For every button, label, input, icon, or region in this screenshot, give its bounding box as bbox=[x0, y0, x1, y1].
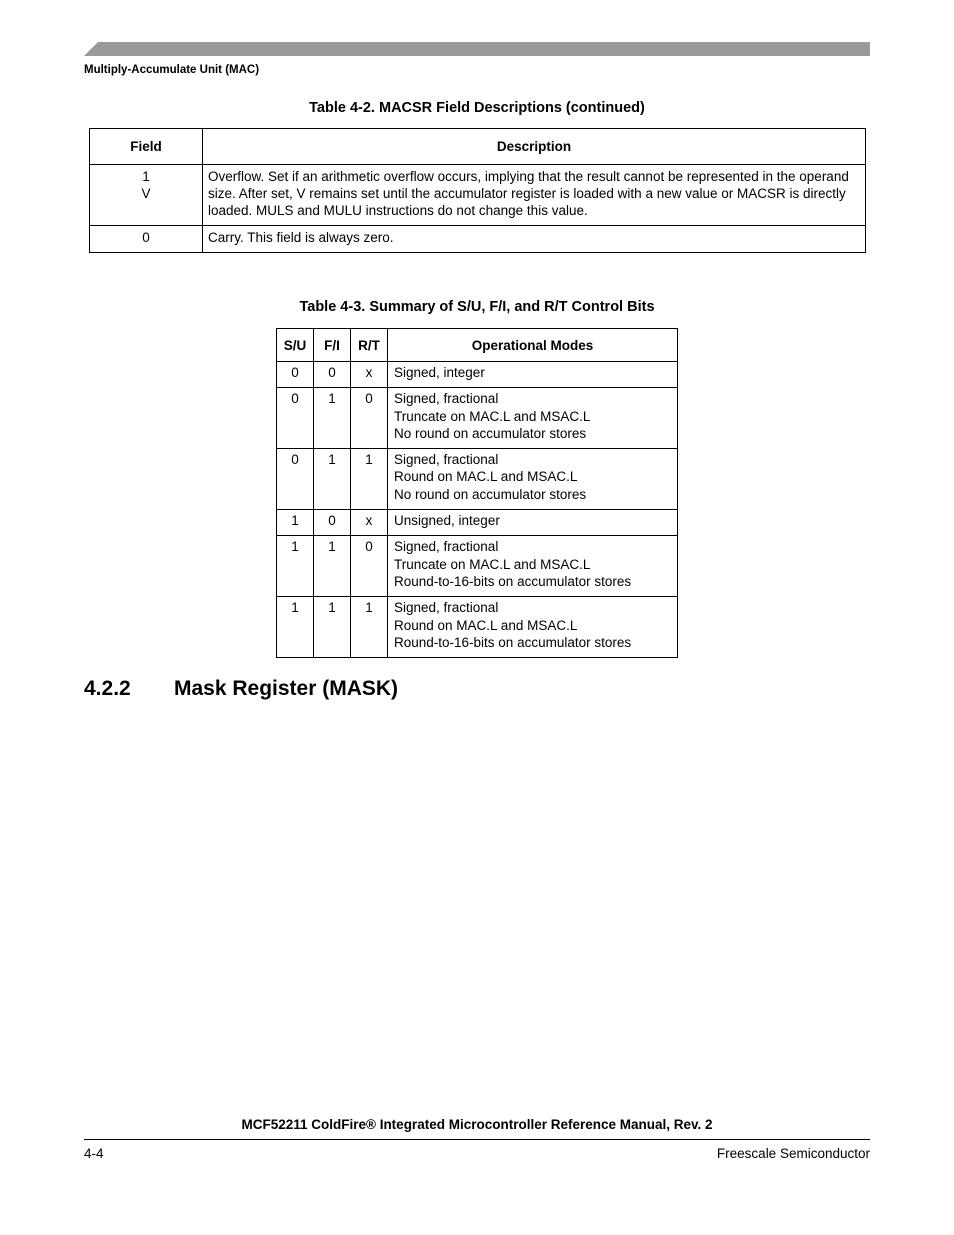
mode-line: Round-to-16-bits on accumulator stores bbox=[394, 634, 632, 650]
footer-page-number: 4-4 bbox=[84, 1146, 104, 1161]
mode-line: Signed, fractional bbox=[394, 539, 499, 555]
table-row bbox=[277, 449, 678, 510]
su-cell: 1 bbox=[277, 536, 314, 597]
su-cell: 1 bbox=[277, 510, 314, 536]
table-row bbox=[90, 226, 866, 253]
table-4-3-caption: Table 4-3. Summary of S/U, F/I, and R/T Control Bits bbox=[299, 299, 655, 315]
column-header-description: Description bbox=[203, 129, 866, 165]
mode-line: Signed, fractional bbox=[394, 391, 499, 407]
mode-line: Signed, fractional bbox=[394, 452, 499, 468]
rt-cell: x bbox=[351, 510, 388, 536]
table-header-row bbox=[90, 129, 866, 165]
column-header-operational-modes: Operational Modes bbox=[388, 329, 678, 362]
operational-modes-cell bbox=[388, 510, 678, 536]
column-header-fi: F/I bbox=[314, 329, 351, 362]
section-number: 4.2.2 bbox=[84, 677, 131, 700]
operational-modes-cell bbox=[388, 449, 678, 510]
operational-modes-cell bbox=[388, 597, 678, 658]
table-row bbox=[277, 597, 678, 658]
mode-line: Round-to-16-bits on accumulator stores bbox=[394, 573, 632, 589]
table-row bbox=[277, 536, 678, 597]
su-cell: 1 bbox=[277, 597, 314, 658]
fi-cell: 0 bbox=[314, 510, 351, 536]
field-bit: 0 bbox=[142, 230, 150, 245]
operational-modes-cell bbox=[388, 362, 678, 388]
table-row bbox=[277, 362, 678, 388]
column-header-su: S/U bbox=[277, 329, 314, 362]
header-bar bbox=[84, 42, 870, 56]
mode-line: Signed, integer bbox=[394, 365, 485, 380]
fi-cell: 0 bbox=[314, 362, 351, 388]
rt-cell: x bbox=[351, 362, 388, 388]
mode-line: Truncate on MAC.L and MSAC.L bbox=[394, 556, 591, 572]
footer-divider bbox=[84, 1139, 870, 1140]
table-row bbox=[277, 388, 678, 449]
macsr-field-table bbox=[89, 128, 866, 253]
rt-cell: 1 bbox=[351, 597, 388, 658]
mode-line: Round on MAC.L and MSAC.L bbox=[394, 469, 578, 485]
field-cell bbox=[90, 165, 203, 226]
fi-cell: 1 bbox=[314, 597, 351, 658]
rt-cell: 1 bbox=[351, 449, 388, 510]
table-row bbox=[277, 510, 678, 536]
section-heading bbox=[84, 677, 398, 701]
mode-line: No round on accumulator stores bbox=[394, 486, 587, 502]
table-header-row bbox=[277, 329, 678, 362]
fi-cell: 1 bbox=[314, 388, 351, 449]
rt-cell: 0 bbox=[351, 536, 388, 597]
control-bits-table bbox=[276, 328, 678, 658]
table-row bbox=[90, 165, 866, 226]
description-cell: Overflow. Set if an arithmetic overflow occurs, implying that the result cannot be represented in the operand size. After set, V remains set until the accumulator register is loaded with a new value or MACSR is directly loaded. MULS and MULU instructions do not change this value. bbox=[203, 165, 866, 226]
footer-company: Freescale Semiconductor bbox=[716, 1146, 870, 1161]
fi-cell: 1 bbox=[314, 449, 351, 510]
su-cell: 0 bbox=[277, 388, 314, 449]
column-header-rt: R/T bbox=[351, 329, 388, 362]
mode-line: Signed, fractional bbox=[394, 600, 499, 616]
su-cell: 0 bbox=[277, 449, 314, 510]
field-name: V bbox=[141, 186, 151, 201]
footer-manual-title: MCF52211 ColdFire® Integrated Microcontroller Reference Manual, Rev. 2 bbox=[241, 1117, 713, 1132]
section-title: Mask Register (MASK) bbox=[174, 677, 399, 700]
column-header-field: Field bbox=[90, 129, 203, 165]
section-header: Multiply-Accumulate Unit (MAC) bbox=[84, 64, 260, 76]
mode-line: Round on MAC.L and MSAC.L bbox=[394, 617, 578, 633]
mode-line: No round on accumulator stores bbox=[394, 425, 587, 441]
description-cell: Carry. This field is always zero. bbox=[203, 226, 866, 253]
table-4-2-caption: Table 4-2. MACSR Field Descriptions (continued) bbox=[309, 100, 645, 116]
field-bit: 1 bbox=[142, 169, 150, 184]
rt-cell: 0 bbox=[351, 388, 388, 449]
field-cell bbox=[90, 226, 203, 253]
su-cell: 0 bbox=[277, 362, 314, 388]
mode-line: Truncate on MAC.L and MSAC.L bbox=[394, 408, 591, 424]
operational-modes-cell bbox=[388, 388, 678, 449]
operational-modes-cell bbox=[388, 536, 678, 597]
fi-cell: 1 bbox=[314, 536, 351, 597]
mode-line: Unsigned, integer bbox=[394, 513, 500, 529]
